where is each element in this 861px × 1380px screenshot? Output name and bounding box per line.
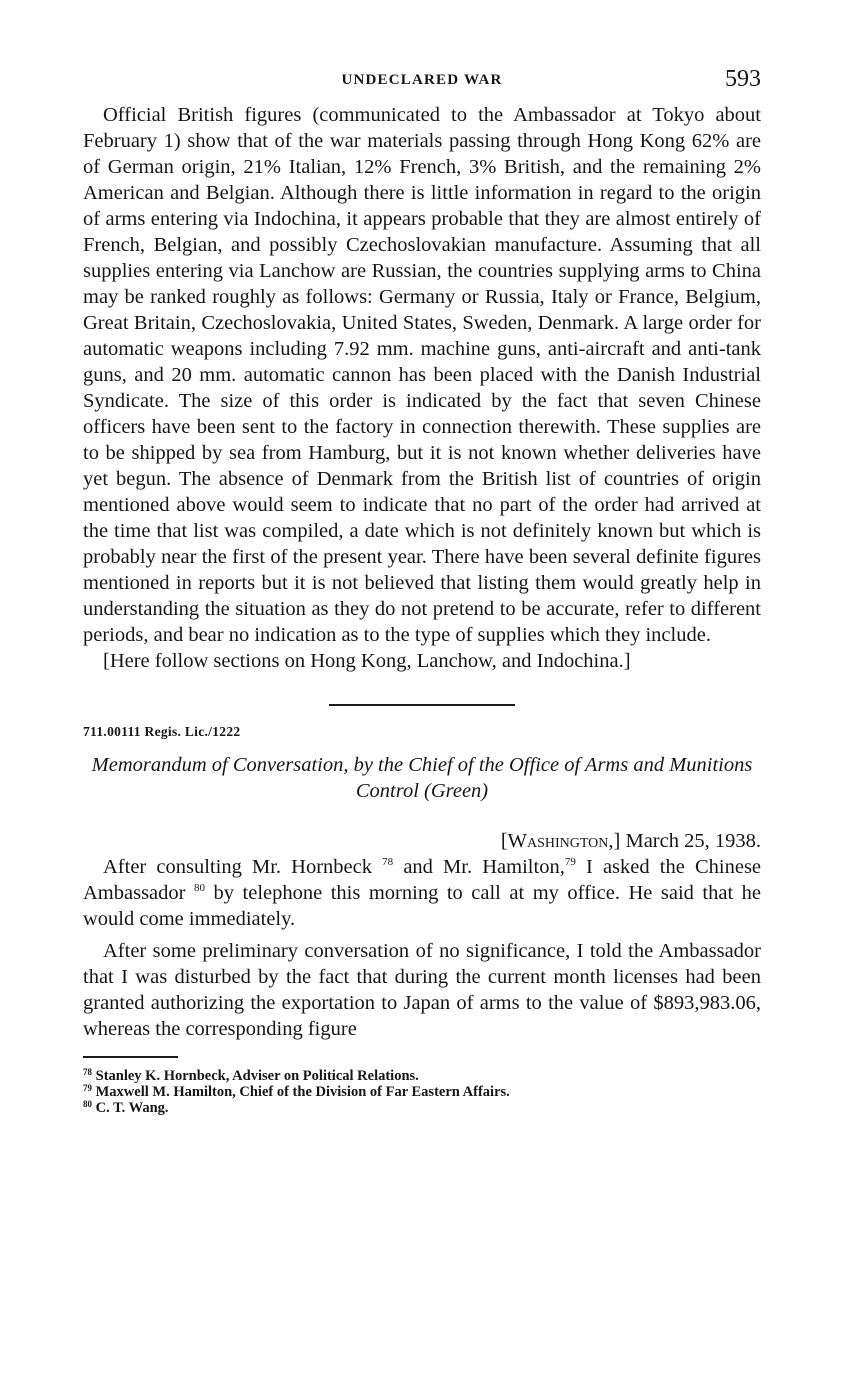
section-divider xyxy=(329,704,515,706)
editorial-note: [Here follow sections on Hong Kong, Lanchow, and Indochina.] xyxy=(103,650,631,672)
footnote xyxy=(83,1084,761,1100)
footnote-divider xyxy=(83,1056,178,1058)
page-number: 593 xyxy=(725,66,761,92)
document-page xyxy=(83,66,761,1116)
dateline-place: [Washington,] xyxy=(500,830,621,852)
footnote-reference: 79 xyxy=(564,856,576,868)
footnotes xyxy=(83,1068,761,1116)
footnote-number: 78 xyxy=(83,1067,92,1077)
body-paragraph xyxy=(83,854,761,932)
paragraph-text: After consulting Mr. Hornbeck xyxy=(103,856,372,878)
file-reference: 711.00111 Regis. Lic./1222 xyxy=(83,724,241,739)
footnote-number: 80 xyxy=(83,1099,92,1109)
dateline-date: March 25, 1938. xyxy=(625,830,761,852)
body-paragraph: Official British figures (communicated to the Ambassador at Tokyo about February 1) show that of the war materials passing through Hong Kong 62% are of German origin, 21% Italian, 12% French, 3% British, and the remaining 2% American and Belgian. Although there is little information in regard to the origin of arms entering via Indochina, it appears probable that they are almost entirely of French, Belgian, and possibly Czechoslovakian manufacture. Assuming that all supplies entering via Lanchow are Russian, the countries supplying arms to China may be ranked roughly as follows: Germany or Russia, Italy or France, Belgium, Great Britain, Czechoslovakia, United States, Sweden, Denmark. A large order for automatic weapons including 7.92 mm. machine guns, anti-aircraft and anti-tank guns, and 20 mm. automatic cannon has been placed with the Danish Industrial Syndicate. The size of this order is indicated by the fact that seven Chinese officers have been sent to the factory in connection therewith. These supplies are to be shipped by sea from Hamburg, but it is not known whether deliveries have yet begun. The absence of Denmark from the British list of countries of origin mentioned above would seem to indicate that no part of the order had arrived at the time that list was compiled, a date which is not definitely known but which is probably near the first of the present year. There have been several definite figures mentioned in reports but it is not believed that listing them would greatly help in understanding the situation as they do not pretend to be accurate, refer to different periods, and bear no indication as to the type of supplies which they include. xyxy=(83,104,761,646)
running-header xyxy=(83,66,761,102)
footnote-reference: 78 xyxy=(382,856,394,868)
running-title: UNDECLARED WAR xyxy=(341,72,503,88)
paragraph-text: and Mr. Hamilton, xyxy=(403,856,565,878)
footnote-text: Stanley K. Hornbeck, Adviser on Political Relations. xyxy=(95,1068,419,1084)
footnote-reference: 80 xyxy=(194,882,205,894)
footnote xyxy=(83,1100,761,1116)
document-title: Memorandum of Conversation, by the Chief of the Office of Arms and Munitions Control (Green) xyxy=(91,754,753,802)
body-paragraph: After some preliminary conversation of no significance, I told the Ambassador that I was disturbed by the fact that during the current month licenses had been granted authorizing the exportation to Japan of arms to the value of $893,983.06, whereas the corresponding figure xyxy=(83,940,761,1040)
paragraph-text: I asked the Chinese Ambassador xyxy=(83,856,762,904)
dateline xyxy=(83,828,761,854)
paragraph-text: by telephone this morning to call at my office. He said that he would come immediately. xyxy=(83,882,762,930)
footnote-number: 79 xyxy=(83,1083,92,1093)
footnote xyxy=(83,1068,761,1084)
footnote-text: C. T. Wang. xyxy=(95,1100,169,1116)
footnote-text: Maxwell M. Hamilton, Chief of the Division of Far Eastern Affairs. xyxy=(95,1084,510,1100)
